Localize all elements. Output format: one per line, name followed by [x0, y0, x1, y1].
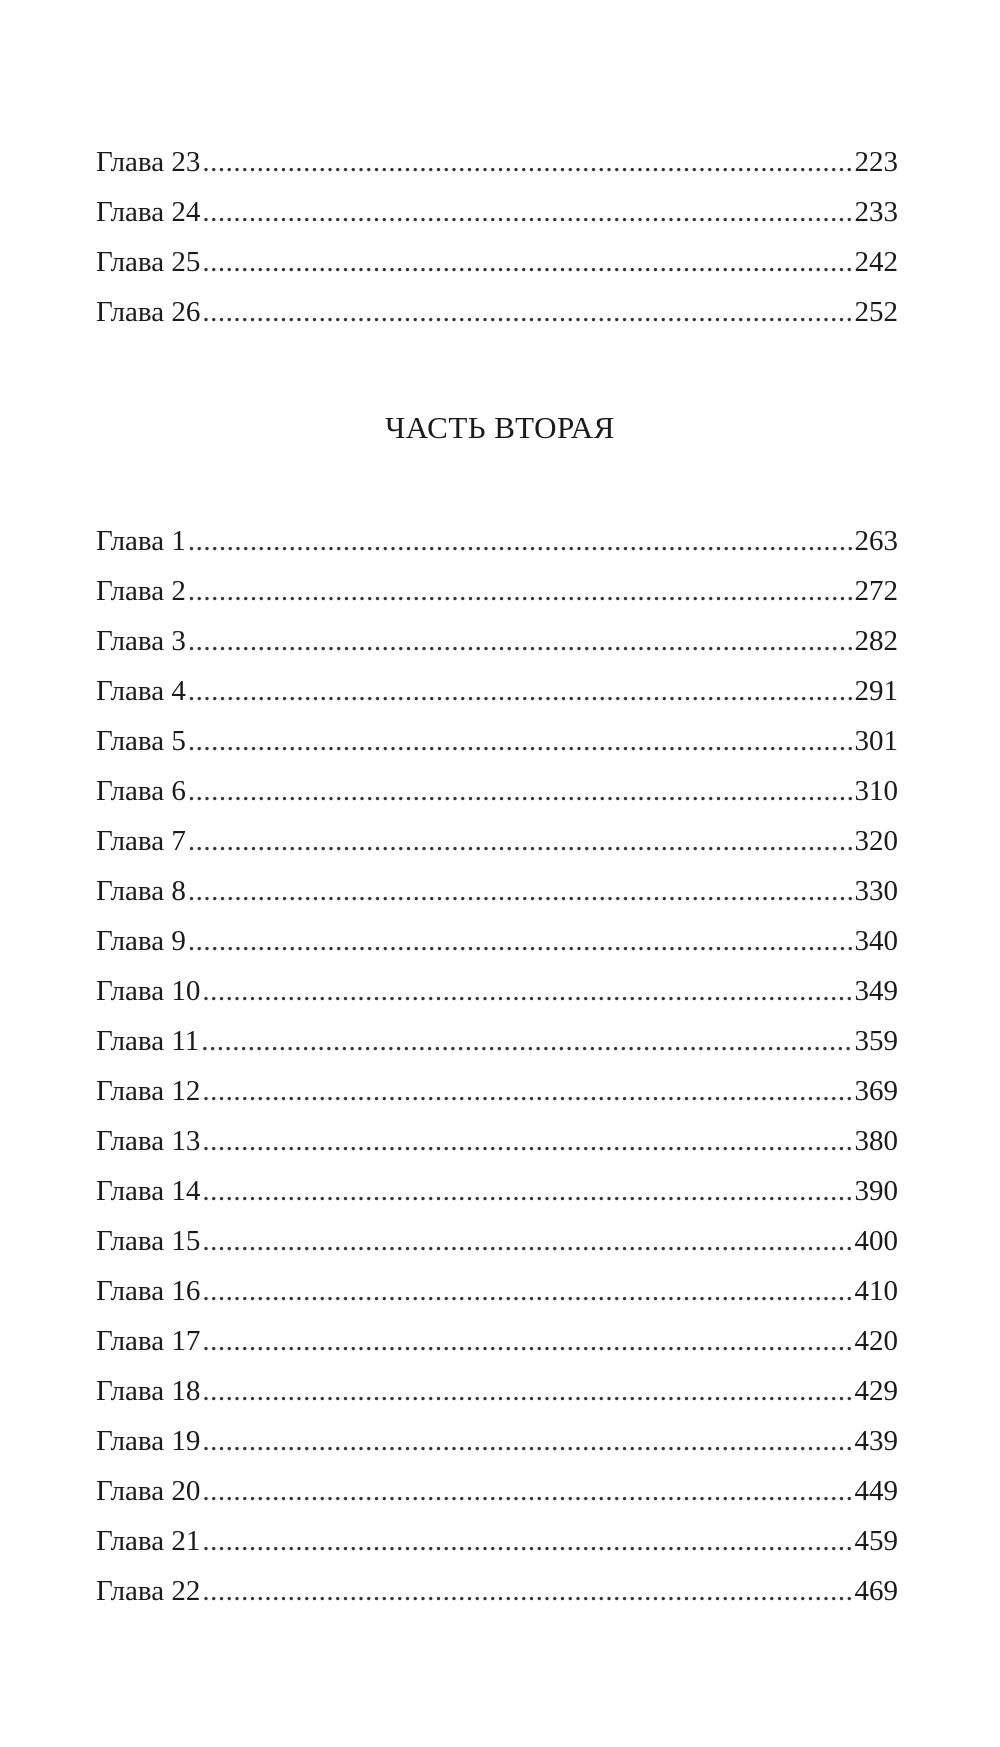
dot-leader: [202, 1216, 852, 1266]
chapter-title: Глава 16: [96, 1275, 201, 1307]
page-number: 390: [854, 1175, 898, 1207]
toc-entry: [96, 566, 898, 616]
page-number: 233: [854, 196, 898, 228]
chapter-title: Глава 22: [96, 1575, 201, 1607]
chapter-title: Глава 17: [96, 1325, 201, 1357]
dot-leader: [202, 966, 852, 1016]
dot-leader: [202, 1116, 852, 1166]
chapter-title: Глава 8: [96, 875, 186, 907]
chapter-title: Глава 20: [96, 1475, 201, 1507]
toc-entry: [96, 1216, 898, 1266]
page-number: 410: [854, 1275, 898, 1307]
dot-leader: [188, 616, 853, 666]
page-number: 369: [854, 1075, 898, 1107]
dot-leader: [202, 1366, 852, 1416]
dot-leader: [202, 1316, 852, 1366]
page-number: 223: [854, 146, 898, 178]
page-number: 349: [854, 975, 898, 1007]
toc-entry: [96, 1466, 898, 1516]
chapter-title: Глава 25: [96, 246, 201, 278]
toc-entry: [96, 816, 898, 866]
toc-entry: [96, 1166, 898, 1216]
page-number: 330: [854, 875, 898, 907]
page-number: 420: [854, 1325, 898, 1357]
page-number: 400: [854, 1225, 898, 1257]
dot-leader: [202, 187, 852, 237]
dot-leader: [188, 766, 853, 816]
dot-leader: [202, 137, 852, 187]
page-number: 272: [854, 575, 898, 607]
toc-entry: [96, 766, 898, 816]
dot-leader: [202, 287, 852, 337]
dot-leader: [202, 1066, 852, 1116]
page-number: 439: [854, 1425, 898, 1457]
toc-entry: [96, 137, 898, 187]
toc-entry: [96, 187, 898, 237]
dot-leader: [202, 1416, 852, 1466]
dot-leader: [202, 1266, 852, 1316]
page-number: 429: [854, 1375, 898, 1407]
dot-leader: [202, 1166, 852, 1216]
page-number: 252: [854, 296, 898, 328]
chapter-title: Глава 21: [96, 1525, 201, 1557]
dot-leader: [188, 566, 853, 616]
dot-leader: [202, 237, 852, 287]
dot-leader: [201, 1016, 852, 1066]
toc-entry: [96, 1016, 898, 1066]
toc-entry: [96, 1316, 898, 1366]
page-number: 291: [854, 675, 898, 707]
page-number: 459: [854, 1525, 898, 1557]
chapter-title: Глава 11: [96, 1025, 200, 1057]
toc-entry: [96, 237, 898, 287]
page-number: 359: [854, 1025, 898, 1057]
dot-leader: [202, 1466, 852, 1516]
page-number: 242: [854, 246, 898, 278]
toc-entry: [96, 516, 898, 566]
page-number: 380: [854, 1125, 898, 1157]
chapter-title: Глава 26: [96, 296, 201, 328]
dot-leader: [188, 666, 853, 716]
dot-leader: [188, 816, 853, 866]
chapter-title: Глава 15: [96, 1225, 201, 1257]
page-number: 469: [854, 1575, 898, 1607]
toc-part-two-list: [96, 516, 898, 1616]
chapter-title: Глава 12: [96, 1075, 201, 1107]
toc-entry: [96, 716, 898, 766]
toc-entry: [96, 666, 898, 716]
page-number: 310: [854, 775, 898, 807]
chapter-title: Глава 5: [96, 725, 186, 757]
page-number: 282: [854, 625, 898, 657]
chapter-title: Глава 23: [96, 146, 201, 178]
chapter-title: Глава 19: [96, 1425, 201, 1457]
chapter-title: Глава 24: [96, 196, 201, 228]
chapter-title: Глава 14: [96, 1175, 201, 1207]
toc-entry: [96, 1566, 898, 1616]
toc-entry: [96, 1366, 898, 1416]
chapter-title: Глава 13: [96, 1125, 201, 1157]
toc-entry: [96, 1516, 898, 1566]
dot-leader: [188, 916, 853, 966]
toc-entry: [96, 966, 898, 1016]
chapter-title: Глава 18: [96, 1375, 201, 1407]
dot-leader: [188, 516, 853, 566]
page-number: 263: [854, 525, 898, 557]
toc-entry: [96, 1066, 898, 1116]
chapter-title: Глава 6: [96, 775, 186, 807]
toc-entry: [96, 1116, 898, 1166]
chapter-title: Глава 2: [96, 575, 186, 607]
chapter-title: Глава 10: [96, 975, 201, 1007]
toc-entry: [96, 616, 898, 666]
dot-leader: [188, 716, 853, 766]
toc-entry: [96, 1266, 898, 1316]
chapter-title: Глава 7: [96, 825, 186, 857]
toc-entry: [96, 916, 898, 966]
page-number: 301: [854, 725, 898, 757]
dot-leader: [202, 1516, 852, 1566]
page-number: 320: [854, 825, 898, 857]
dot-leader: [188, 866, 853, 916]
toc-part-one-list: [96, 137, 898, 337]
toc-entry: [96, 866, 898, 916]
dot-leader: [202, 1566, 852, 1616]
toc-entry: [96, 287, 898, 337]
page-number: 340: [854, 925, 898, 957]
part-two-heading: ЧАСТЬ ВТОРАЯ: [385, 410, 615, 445]
toc-entry: [96, 1416, 898, 1466]
chapter-title: Глава 1: [96, 525, 186, 557]
chapter-title: Глава 9: [96, 925, 186, 957]
page-number: 449: [854, 1475, 898, 1507]
chapter-title: Глава 3: [96, 625, 186, 657]
chapter-title: Глава 4: [96, 675, 186, 707]
